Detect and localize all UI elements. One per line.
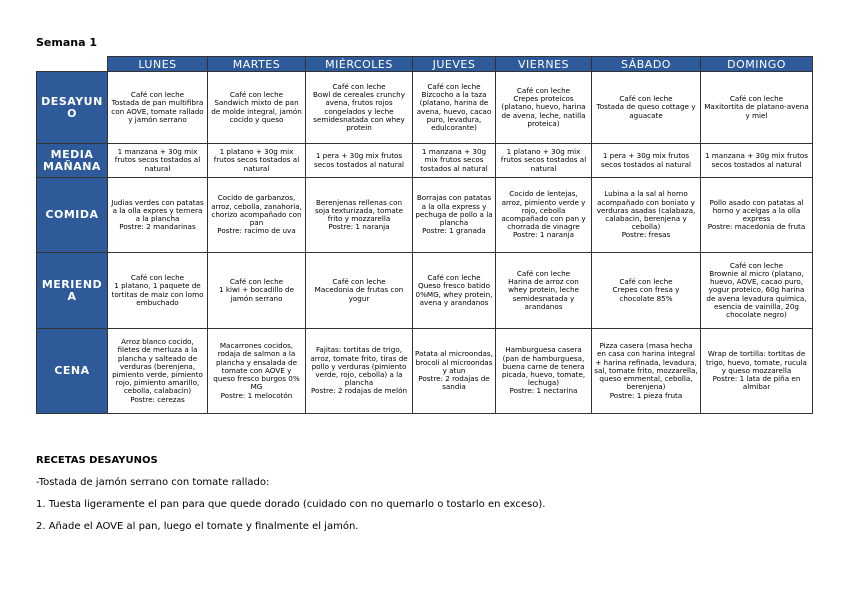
day-header-sabado: SÁBADO [592,57,701,72]
meal-plan-table [36,56,813,414]
meal-cell-text: Hamburguesa casera (pan de hamburguesa, buena carne de tenera picada, huevo, tomate, lechuga) Postre: 1 nectarina [501,345,586,396]
meal-cell [108,178,208,253]
meal-cell-text: Pollo asado con patatas al horno y acelgas a la olla express Postre: macedonia de fruta [707,197,806,232]
meal-cell [413,329,496,414]
day-header-miercoles: MIÉRCOLES [306,57,413,72]
meal-cell [701,253,813,329]
meal-cell-text: Café con leche Queso fresco batido 0%MG, whey protein, avena y arandanos [415,273,493,307]
meal-cell [592,72,701,144]
day-header-viernes: VIERNES [496,57,592,72]
meal-cell-text: Lubina a la sal al horno acompañado con boniato y verduras asadas (calabaza, calabacin, berenjena y cebolla) Postre: fresas [596,189,696,240]
meal-row-comida [37,178,813,253]
meal-cell-text: Arroz blanco cocido, filetes de merluza a la plancha y salteado de verduras (berenjena, pimiento verde, pimiento rojo, pimiento amarillo, cebolla, calabacin) Postre: cerezas [112,337,203,404]
meal-cell [208,144,306,178]
meal-cell-text: Café con leche Tostada de queso cottage y aguacate [596,94,696,120]
meal-cell-text: Café con leche 1 kiwi + bocadillo de jamón serrano [218,277,295,303]
meal-cell-text: Fajitas: tortitas de trigo, arroz, tomate frito, tiras de pollo y verduras (pimiento verde, rojo, cebolla) a la plancha Postre: 2 rodajas de melón [310,345,408,396]
recipes-heading: RECETAS DESAYUNOS [36,455,158,466]
header-corner [37,57,108,72]
meal-cell [592,329,701,414]
meal-cell [306,329,413,414]
meal-cell-text: Pizza casera (masa hecha en casa con harina integral + harina refinada, levadura, sal, tomate frito, mozzarella, queso emmental, cebolla, berenjena) Postre: 1 pieza fruta [594,341,698,400]
meal-cell-text: 1 platano + 30g mix frutos secos tostados al natural [213,147,300,173]
meal-cell [592,178,701,253]
meal-cell-text: Café con leche Sandwich mixto de pan de molde integral, jamón cocido y queso [211,90,302,124]
meal-label [37,329,108,414]
meal-cell-text: 1 pera + 30g mix frutos secos tostados al natural [313,151,405,169]
meal-label [37,253,108,329]
meal-cell [701,178,813,253]
meal-cell [306,72,413,144]
meal-cell-text: Cocido de garbanzos, arroz, cebolla, zanahoria, chorizo acompañado con pan Postre: racimo de uva [211,193,302,236]
recipe-title: -Tostada de jamón serrano con tomate rallado: [36,477,270,488]
meal-label [37,72,108,144]
day-header-row [37,57,813,72]
day-header-lunes: LUNES [108,57,208,72]
meal-cell [413,144,496,178]
meal-cell [108,329,208,414]
meal-label [37,178,108,253]
meal-cell [306,253,413,329]
meal-cell [413,178,496,253]
meal-cell [496,72,592,144]
meal-cell [208,329,306,414]
meal-cell-text: Café con leche Tostada de pan multifibra con AOVE, tomate rallado y jamón serrano [111,90,204,124]
meal-cell [496,144,592,178]
day-header-martes: MARTES [208,57,306,72]
meal-row-merienda [37,253,813,329]
recipe-step-1: 1. Tuesta ligeramente el pan para que quede dorado (cuidado con no quemarlo o tostarlo en exceso). [36,499,546,510]
meal-row-desayuno [37,72,813,144]
meal-cell-text: 1 platano + 30g mix frutos secos tostados al natural [500,147,587,173]
meal-label-text: COMIDA [45,208,99,221]
meal-cell [701,329,813,414]
meal-cell [592,144,701,178]
meal-cell [701,72,813,144]
recipes-section [36,455,816,542]
meal-cell-text: Café con leche Harina de arroz con whey protein, leche semidesnatada y arandanos [508,268,579,311]
day-header-jueves: JUEVES [413,57,496,72]
meal-cell [496,178,592,253]
meal-label-text: MEDIA MAÑANA [43,147,101,173]
meal-cell-text: Café con leche Crepes proteicos (platano, huevo, harina de avena, leche, natilla proteica) [501,85,586,128]
meal-cell [108,253,208,329]
meal-cell-text: Café con leche Crepes con fresa y chocolate 85% [612,277,680,303]
meal-cell [108,144,208,178]
meal-cell-text: Patata al microondas, brocoli al microondas y atun Postre: 2 rodajas de sandia [415,349,493,392]
meal-cell-text: Borrajas con patatas a la olla express y pechuga de pollo a la plancha Postre: 1 granada [415,193,493,236]
meal-label-text: MERIEND A [41,277,103,303]
meal-row-cena [37,329,813,414]
meal-cell [208,72,306,144]
meal-cell-text: Judias verdes con patatas a la olla expres y ternera a la plancha Postre: 2 mandarinas [111,197,204,232]
recipe-step-2: 2. Añade el AOVE al pan, luego el tomate y finalmente el jamón. [36,521,359,532]
meal-label [37,144,108,178]
meal-cell [306,178,413,253]
meal-cell [208,178,306,253]
meal-cell-text: Cocido de lentejas, arroz, pimiento verde y rojo, cebolla acompañado con pan y chorrada de vinagre Postre: 1 naranja [501,189,586,240]
meal-label-text: DESAYUN O [41,94,103,120]
week-title: Semana 1 [36,36,98,49]
meal-cell-text: 1 pera + 30g mix frutos secos tostados al natural [600,151,692,169]
day-header-domingo: DOMINGO [701,57,813,72]
meal-cell-text: Café con leche 1 platano, 1 paquete de tortitas de maiz con lomo embuchado [111,273,204,307]
meal-cell [108,72,208,144]
meal-cell-text: Café con leche Bizcocho a la taza (platano, harina de avena, huevo, cacao puro, levadura, edulcorante) [416,81,492,132]
meal-cell [592,253,701,329]
meal-cell-text: Café con leche Bowl de cereales crunchy avena, frutos rojos congelados y leche semidesnatada con whey protein [313,81,405,132]
meal-cell-text: Café con leche Brownie al micro (platano, huevo, AOVE, cacao puro, yogur proteico, 60g harina de avena levadura quimica, esencia de vainilla, 20g chocolate negro) [706,260,807,319]
meal-cell [496,253,592,329]
meal-cell-text: 1 manzana + 30g mix frutos secos tostados al natural [420,147,488,173]
meal-label-text: CENA [54,364,90,377]
meal-cell-text: Berenjenas rellenas con soja texturizada, tomate frito y mozzarella Postre: 1 naranja [314,197,404,232]
meal-cell-text: Café con leche Macedonia de frutas con yogur [314,277,404,303]
meal-cell [413,72,496,144]
meal-cell [413,253,496,329]
meal-cell [208,253,306,329]
meal-cell-text: Café con leche Maxitortita de platano-avena y miel [704,94,809,120]
meal-cell-text: 1 manzana + 30g mix frutos secos tostados al natural [704,151,809,169]
meal-cell-text: Macarrones cocidos, rodaja de salmon a la plancha y ensalada de tomate con AOVE y queso fresco burgos 0% MG Postre: 1 melocotón [213,341,300,400]
meal-cell [701,144,813,178]
meal-cell [496,329,592,414]
meal-cell [306,144,413,178]
meal-row-media-manana [37,144,813,178]
meal-cell-text: 1 manzana + 30g mix frutos secos tostados al natural [114,147,201,173]
meal-cell-text: Wrap de tortilla: tortitas de trigo, huevo, tomate, rucula y queso mozzarella Postre: 1 lata de piña en almibar [706,349,807,392]
